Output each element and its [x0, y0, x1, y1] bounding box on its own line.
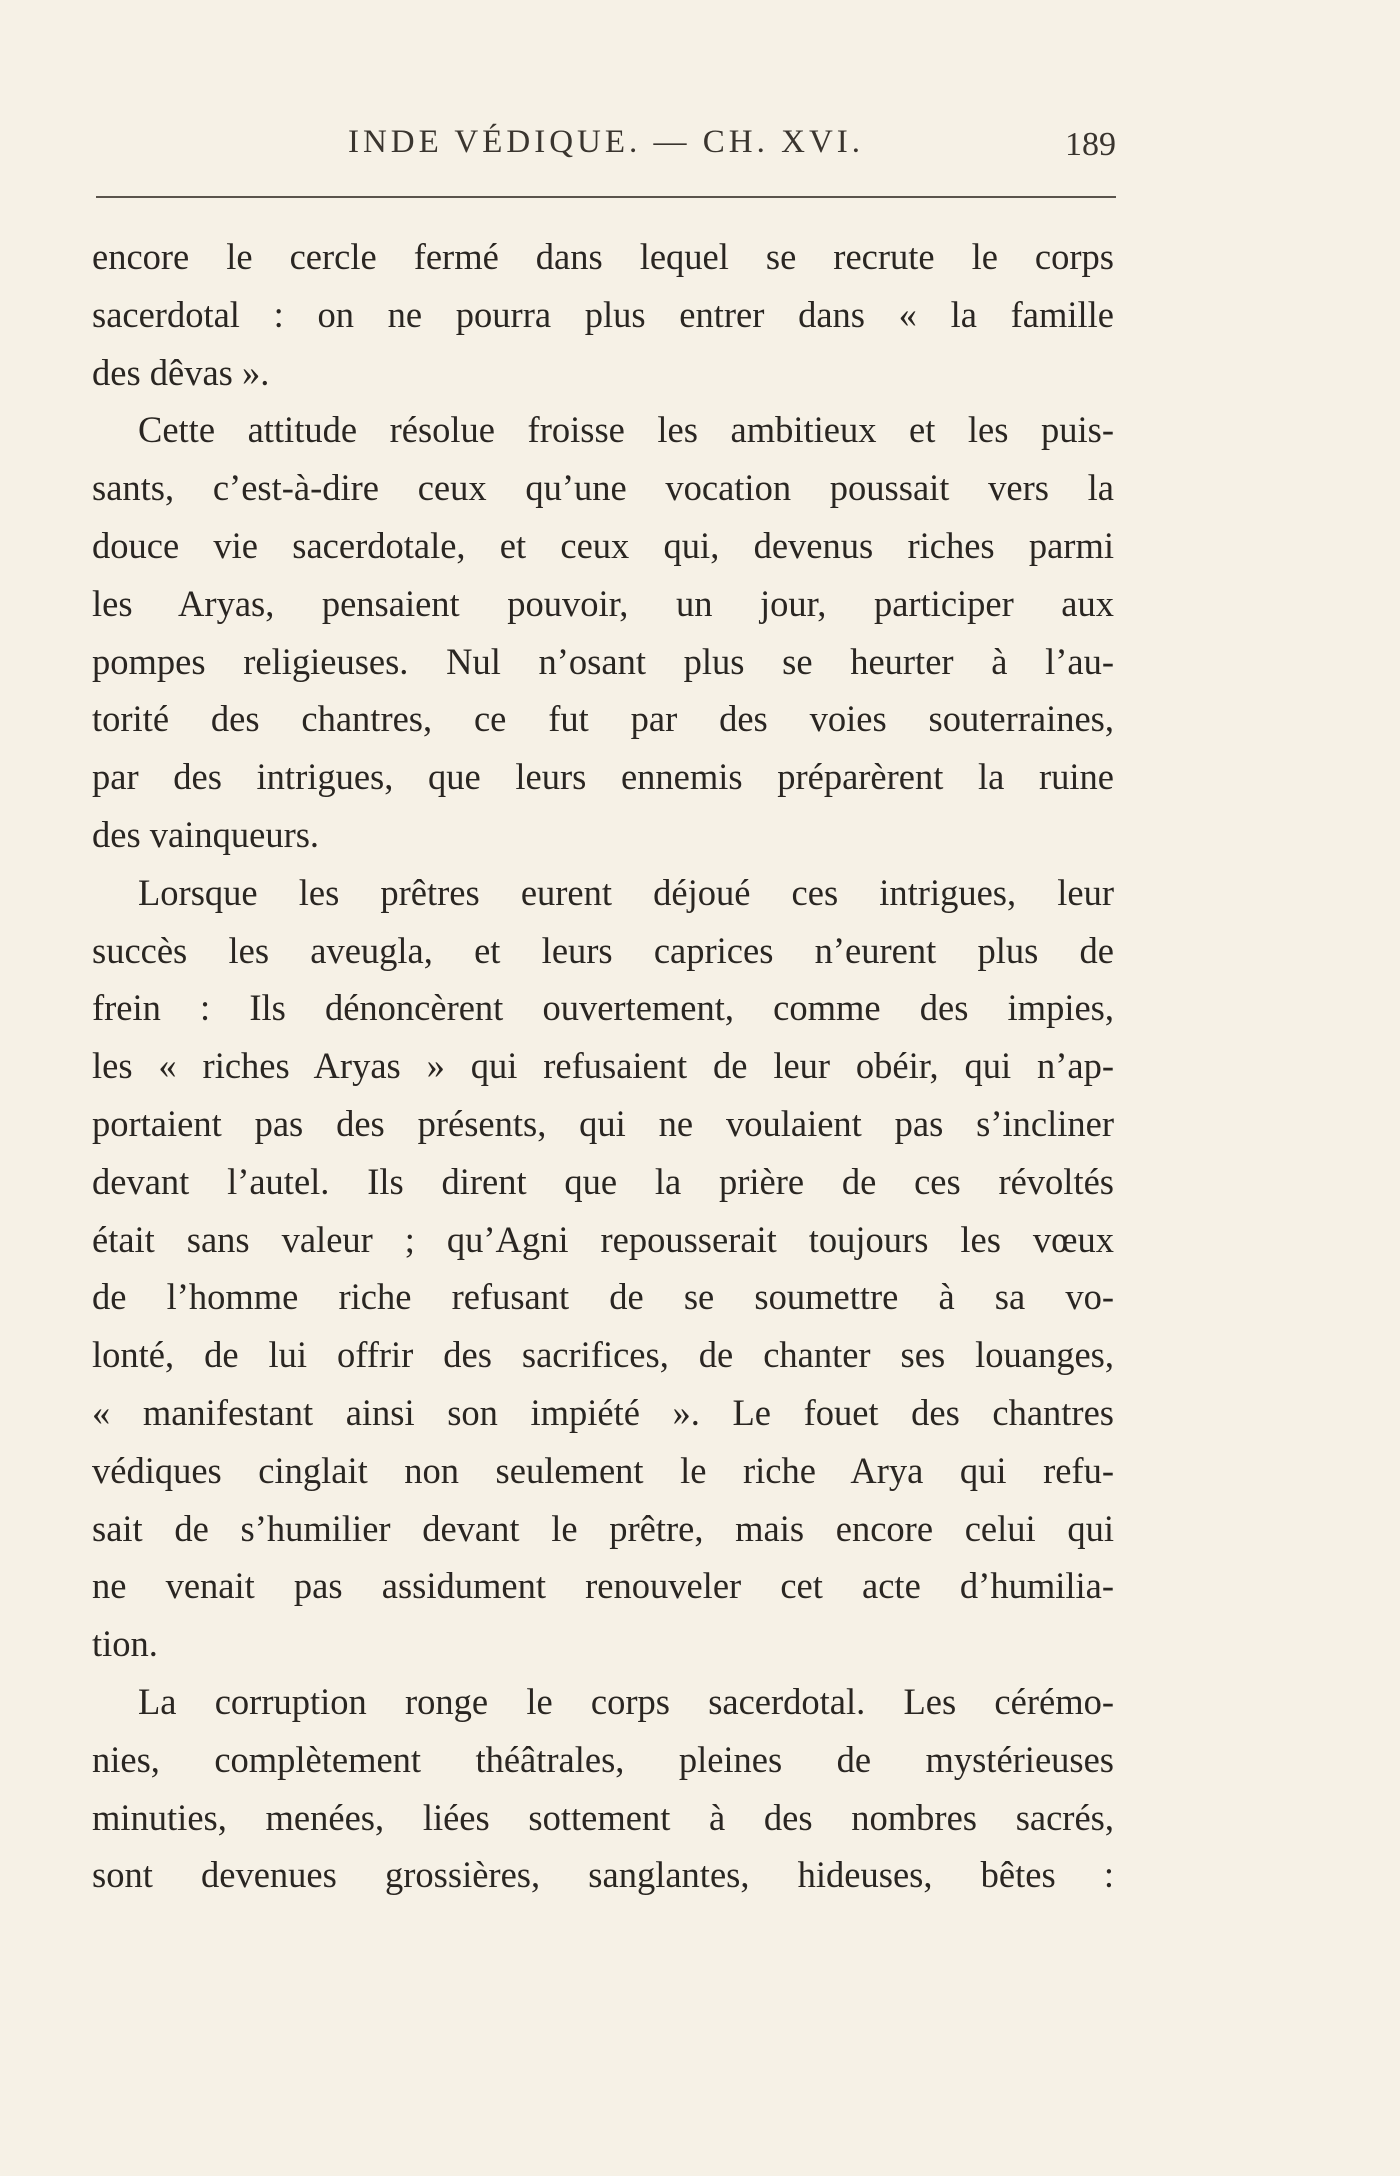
text-line: minuties, menées, liées sottement à des nombres sacrés,: [92, 1796, 1114, 1838]
paragraph: [92, 401, 1114, 863]
text-line: « manifestant ainsi son impiété ». Le fouet des chantres: [92, 1391, 1114, 1433]
text-line: ne venait pas assidument renouveler cet acte d’humilia-: [92, 1565, 1114, 1607]
text-line: sont devenues grossières, sanglantes, hideuses, bêtes :: [92, 1854, 1114, 1896]
text-line: des vainqueurs.: [92, 813, 320, 855]
text-line: sacerdotal : on ne pourra plus entrer dans « la famille: [92, 293, 1114, 335]
text-line: était sans valeur ; qu’Agni repousserait toujours les vœux: [92, 1218, 1114, 1260]
text-line: torité des chantres, ce fut par des voies souterraines,: [92, 698, 1114, 740]
text-line: de l’homme riche refusant de se soumettre à sa vo-: [92, 1276, 1114, 1318]
text-line: les Aryas, pensaient pouvoir, un jour, participer aux: [92, 582, 1114, 624]
text-line: des dêvas ».: [92, 351, 270, 393]
text-line: La corruption ronge le corps sacerdotal. Les cérémo-: [138, 1680, 1114, 1722]
text-line: succès les aveugla, et leurs caprices n’eurent plus de: [92, 929, 1114, 971]
text-line: devant l’autel. Ils dirent que la prière de ces révoltés: [92, 1160, 1114, 1202]
text-line: par des intrigues, que leurs ennemis préparèrent la ruine: [92, 756, 1114, 798]
paragraph: [92, 228, 1114, 401]
paragraph: [92, 864, 1114, 1673]
text-line: védiques cinglait non seulement le riche Arya qui refu-: [92, 1449, 1114, 1491]
text-line: frein : Ils dénoncèrent ouvertement, comme des impies,: [92, 987, 1114, 1029]
running-title: INDE VÉDIQUE. — CH. XVI.: [347, 124, 865, 160]
paragraph: [92, 1673, 1114, 1904]
text-line: portaient pas des présents, qui ne voulaient pas s’incliner: [92, 1102, 1114, 1144]
text-line: les « riches Aryas » qui refusaient de leur obéir, qui n’ap-: [92, 1045, 1114, 1087]
text-line: sait de s’humilier devant le prêtre, mais encore celui qui: [92, 1507, 1114, 1549]
text-line: Lorsque les prêtres eurent déjoué ces intrigues, leur: [138, 871, 1115, 913]
text-line: sants, c’est-à-dire ceux qu’une vocation poussait vers la: [92, 467, 1114, 509]
text-line: encore le cercle fermé dans lequel se recrute le corps: [92, 236, 1114, 277]
body-text: [92, 228, 1114, 1904]
text-line: nies, complètement théâtrales, pleines de mystérieuses: [92, 1738, 1114, 1780]
page-header: [96, 118, 1116, 178]
page-number: 189: [1065, 126, 1116, 163]
text-line: douce vie sacerdotale, et ceux qui, devenus riches parmi: [92, 524, 1114, 566]
text-line: pompes religieuses. Nul n’osant plus se heurter à l’au-: [92, 640, 1114, 682]
text-line: tion.: [92, 1623, 158, 1665]
text-line: Cette attitude résolue froisse les ambitieux et les puis-: [138, 409, 1114, 451]
header-rule: [96, 196, 1116, 198]
text-line: lonté, de lui offrir des sacrifices, de chanter ses louanges,: [92, 1334, 1114, 1376]
